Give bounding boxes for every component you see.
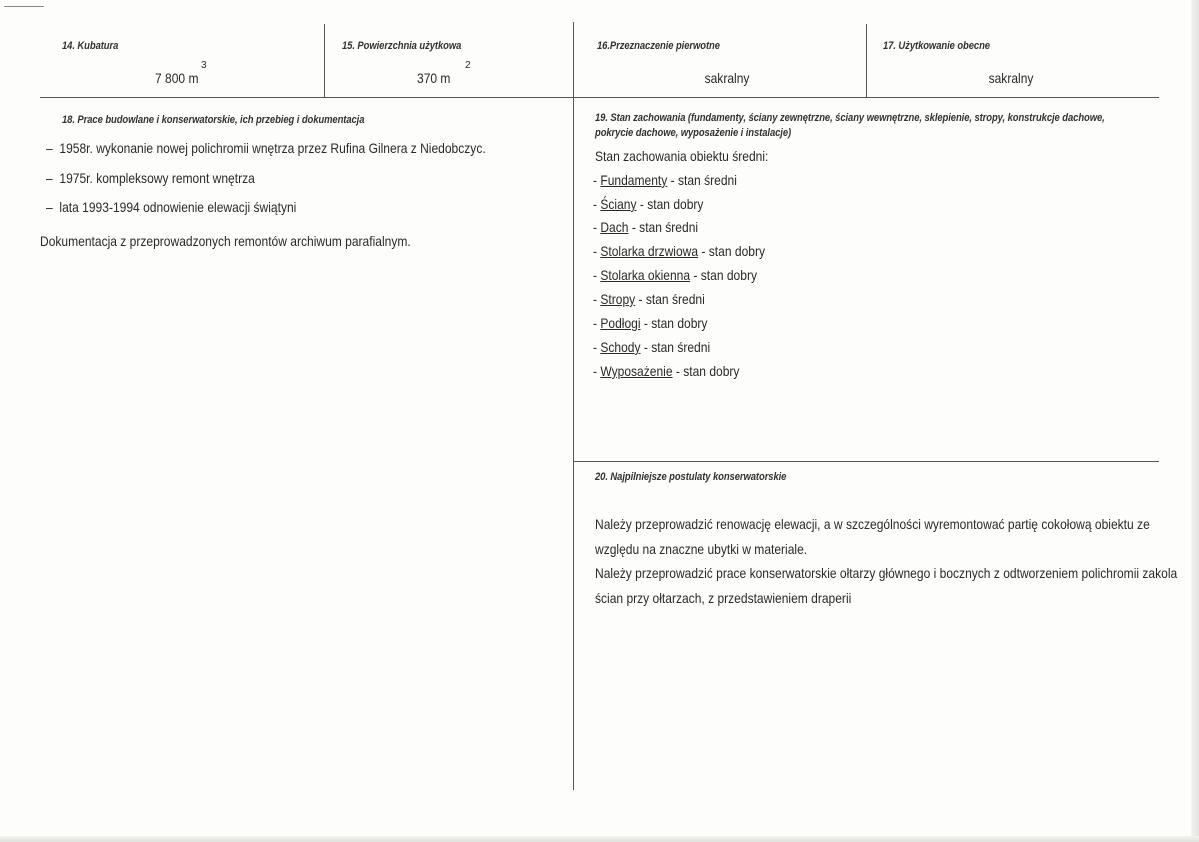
- stan-item-name: Stolarka drzwiowa: [600, 243, 699, 259]
- przeznaczenie-value: sakralny: [704, 70, 750, 86]
- kubatura-value: 7 800 m: [155, 70, 199, 86]
- stan-item-name: Stolarka okienna: [600, 267, 691, 283]
- kubatura-label: 14. Kubatura: [62, 40, 119, 52]
- stan-item-status: - stan średni: [628, 219, 699, 235]
- powierzchnia-value: 370 m: [417, 70, 451, 86]
- prace-item-text: lata 1993-1994 odnowienie elewacji świątyni: [59, 199, 297, 215]
- prace-item-text: 1958r. wykonanie nowej polichromii wnętrza przez Rufina Gilnera z Niedobczyc.: [59, 140, 486, 156]
- stan-item-stropy: - Stropy - stan średni: [593, 291, 705, 307]
- postulaty-line: względu na znaczne ubytki w materiale.: [595, 541, 808, 557]
- stan-item-status: - stan dobry: [698, 243, 765, 259]
- divider-v1: [324, 24, 325, 97]
- powierzchnia-unit-exp: 2: [465, 60, 471, 71]
- przeznaczenie-label: 16.Przeznaczenie pierwotne: [597, 40, 720, 52]
- stan-item-name: Schody: [600, 339, 641, 355]
- corner-mark: [4, 6, 44, 7]
- stan-item-name: Fundamenty: [600, 172, 668, 188]
- uzytkowanie-label: 17. Użytkowanie obecne: [883, 40, 990, 52]
- stan-item-sciany: - Ściany - stan dobry: [593, 196, 704, 212]
- prace-label: 18. Prace budowlane i konserwatorskie, ich przebieg i dokumentacja: [62, 114, 365, 126]
- prace-item: – 1958r. wykonanie nowej polichromii wnętrza przez Rufina Gilnera z Niedobczyc.: [46, 140, 486, 156]
- stan-item-name: Podłogi: [600, 315, 641, 331]
- stan-item-status: - stan dobry: [672, 363, 740, 379]
- powierzchnia-label: 15. Powierzchnia użytkowa: [342, 40, 462, 52]
- divider-h-postulaty: [574, 461, 1159, 462]
- stan-item-schody: - Schody - stan średni: [593, 339, 711, 355]
- uzytkowanie-value: sakralny: [988, 70, 1034, 86]
- divider-v2: [573, 22, 574, 790]
- prace-item: – 1975r. kompleksowy remont wnętrza: [46, 170, 255, 186]
- stan-item-name: Stropy: [600, 291, 636, 307]
- stan-item-name: Ściany: [600, 196, 637, 212]
- divider-v3: [866, 24, 867, 97]
- stan-item-name: Dach: [600, 219, 629, 235]
- page-edge-right: [1191, 0, 1199, 842]
- stan-item-dach: - Dach - stan średni: [593, 219, 699, 235]
- prace-item-text: 1975r. kompleksowy remont wnętrza: [59, 170, 255, 186]
- postulaty-label: 20. Najpilniejsze postulaty konserwatorskie: [595, 471, 787, 483]
- prace-item: – lata 1993-1994 odnowienie elewacji świątyni: [46, 199, 297, 215]
- stan-item-status: - stan średni: [635, 291, 705, 307]
- kubatura-unit-exp: 3: [201, 60, 207, 71]
- page-edge-bottom: [0, 836, 1199, 842]
- postulaty-line: Należy przeprowadzić renowację elewacji, a w szczególności wyremontować partię cokołową obiektu ze: [595, 516, 1150, 532]
- stan-label-line1: 19. Stan zachowania (fundamenty, ściany zewnętrzne, ściany wewnętrzne, sklepienie, stropy, konstrukcje dachowe,: [595, 112, 1105, 124]
- stan-item-fundamenty: - Fundamenty - stan średni: [593, 172, 737, 188]
- stan-item-name: Wyposażenie: [600, 363, 673, 379]
- stan-item-status: - stan średni: [640, 339, 711, 355]
- stan-item-status: - stan dobry: [640, 315, 708, 331]
- stan-item-status: - stan dobry: [690, 267, 757, 283]
- stan-item-status: - stan dobry: [636, 196, 704, 212]
- stan-label-line2: pokrycie dachowe, wyposażenie i instalacje): [595, 127, 792, 139]
- stan-item-status: - stan średni: [667, 172, 737, 188]
- divider-h-header: [40, 97, 1159, 98]
- stan-intro: Stan zachowania obiektu średni:: [595, 148, 769, 164]
- prace-note: Dokumentacja z przeprowadzonych remontów archiwum parafialnym.: [40, 233, 411, 249]
- stan-item-stolarka-okienna: - Stolarka okienna - stan dobry: [593, 267, 757, 283]
- stan-item-stolarka-drzwiowa: - Stolarka drzwiowa - stan dobry: [593, 243, 765, 259]
- stan-item-wyposazenie: - Wyposażenie - stan dobry: [593, 363, 740, 379]
- postulaty-line: ścian przy ołtarzach, z przedstawieniem draperii: [595, 590, 852, 606]
- postulaty-line: Należy przeprowadzić prace konserwatorskie ołtarzy głównego i bocznych z odtworzeniem polichromii zakola: [595, 565, 1178, 581]
- stan-item-podlogi: - Podłogi - stan dobry: [593, 315, 708, 331]
